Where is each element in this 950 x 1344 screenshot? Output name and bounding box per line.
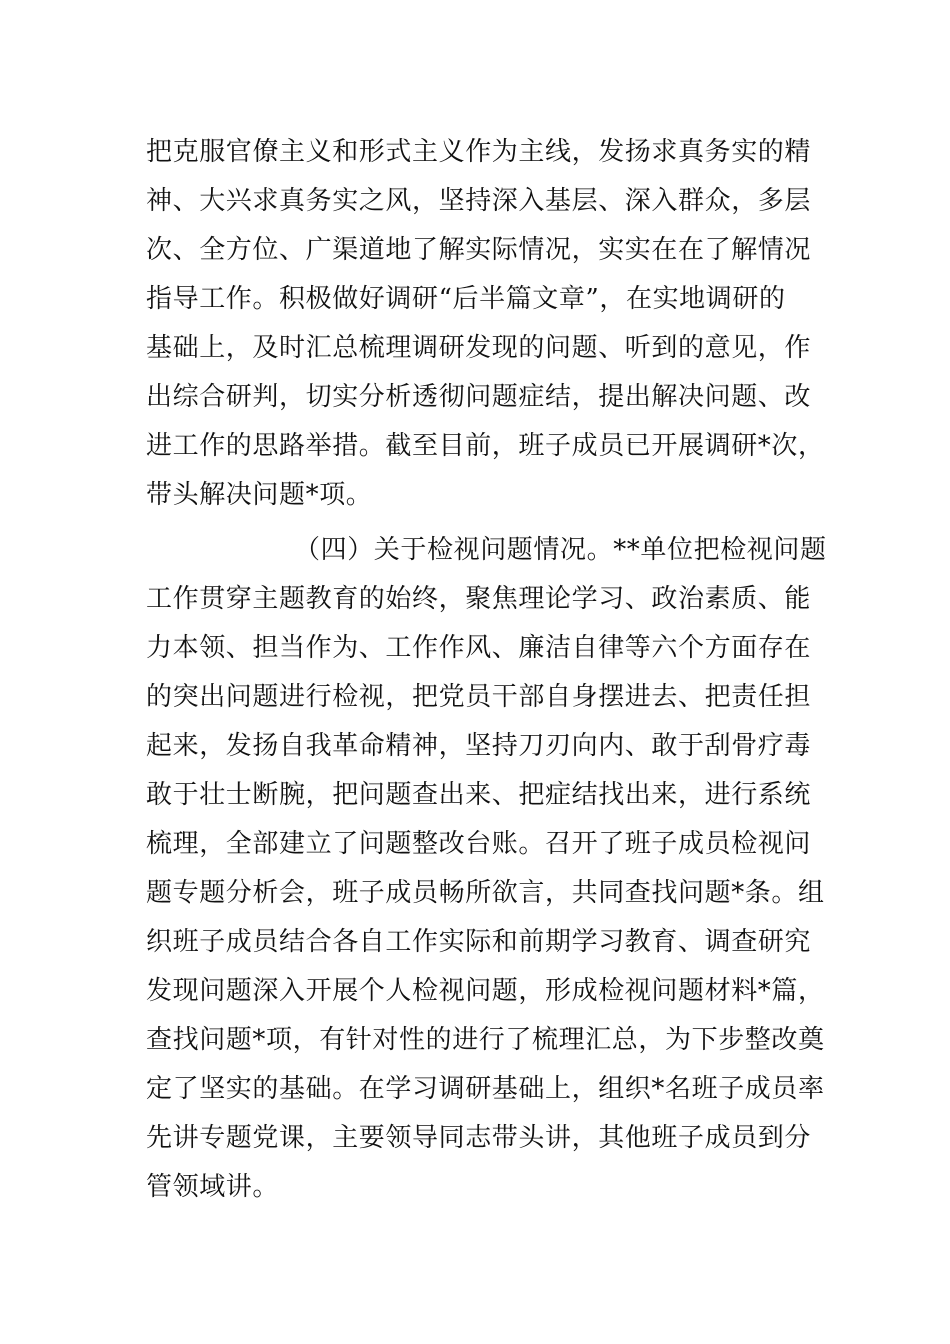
paragraph-line: 先讲专题党课，主要领导同志带头讲，其他班子成员到分 — [146, 1123, 812, 1153]
paragraph-line: 进工作的思路举措。截至目前，班子成员已开展调研*次， — [146, 431, 825, 461]
paragraph-line: 神、大兴求真务实之风，坚持深入基层、深入群众，多层 — [146, 186, 812, 216]
section-heading-line: （四）关于检视问题情况。**单位把检视问题 — [294, 535, 827, 565]
paragraph-line: 起来，发扬自我革命精神，坚持刀刃向内、敢于刮骨疗毒 — [146, 731, 812, 761]
paragraph-line: 带头解决问题*项。 — [146, 480, 373, 510]
paragraph-line: 的突出问题进行检视，把党员干部自身摆进去、把责任担 — [146, 682, 812, 712]
paragraph-line: 基础上，及时汇总梳理调研发现的问题、听到的意见，作 — [146, 333, 812, 363]
paragraph-line: 发现问题深入开展个人检视问题，形成检视问题材料*篇， — [146, 976, 825, 1006]
paragraph-line: 出综合研判，切实分析透彻问题症结，提出解决问题、改 — [146, 382, 812, 412]
paragraph-line: 织班子成员结合各自工作实际和前期学习教育、调查研究 — [146, 927, 812, 957]
paragraph-line: 把克服官僚主义和形式主义作为主线，发扬求真务实的精 — [146, 137, 812, 167]
paragraph-line: 查找问题*项，有针对性的进行了梳理汇总，为下步整改奠 — [146, 1025, 825, 1055]
paragraph-line: 工作贯穿主题教育的始终，聚焦理论学习、政治素质、能 — [146, 584, 812, 614]
paragraph-line: 指导工作。积极做好调研“后半篇文章”，在实地调研的 — [146, 284, 786, 314]
paragraph-line: 敢于壮士断腕，把问题查出来、把症结找出来，进行系统 — [146, 780, 812, 810]
paragraph-line: 梳理，全部建立了问题整改台账。召开了班子成员检视问 — [146, 829, 812, 859]
paragraph-line: 力本领、担当作为、工作作风、廉洁自律等六个方面存在 — [146, 633, 812, 663]
paragraph-line: 管领域讲。 — [146, 1172, 280, 1202]
paragraph-line: 题专题分析会，班子成员畅所欲言，共同查找问题*条。组 — [146, 878, 825, 908]
paragraph-line: 次、全方位、广渠道地了解实际情况，实实在在了解情况 — [146, 235, 812, 265]
paragraph-line: 定了坚实的基础。在学习调研基础上，组织*名班子成员率 — [146, 1074, 825, 1104]
